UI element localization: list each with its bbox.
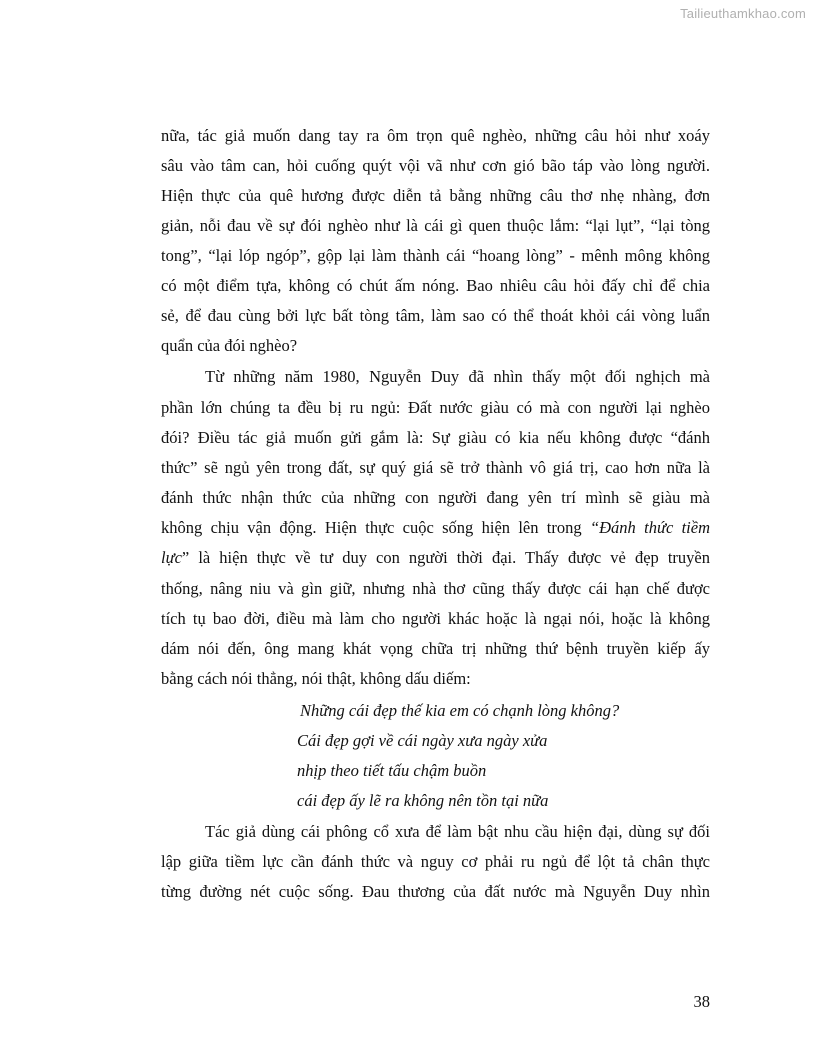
paragraph-line: quẩn của đói nghèo?: [161, 336, 298, 355]
paragraph-line: Tác giả dùng cái phông cổ xưa để làm bật nhu cầu hiện đại, dùng sự đối: [205, 822, 710, 841]
paragraph-line: [161, 513, 710, 543]
verse-line: nhịp theo tiết tấu chậm buồn: [297, 761, 487, 780]
paragraph-line: sâu vào tâm can, hỏi cuống quýt vội vã như cơn gió bão táp vào lòng người.: [161, 156, 710, 175]
paragraph-text: ” là hiện thực về tư duy con người thời đại. Thấy được vẻ đẹp truyền: [181, 548, 710, 567]
verse-line: Những cái đẹp thế kia em có chạnh lòng không?: [300, 701, 620, 720]
paragraph-line: thống, nâng niu và gìn giữ, nhưng nhà thơ cũng thấy được cái hạn chế được: [161, 579, 710, 598]
paragraph-line: tong”, “lại lóp ngóp”, gộp lại làm thành cái “hoang lòng” - mênh mông không: [161, 246, 710, 265]
poem-title-italic: lực: [161, 548, 182, 567]
paragraph-text: không chịu vận động. Hiện thực cuộc sống hiện lên trong: [161, 518, 590, 537]
paragraph-line: giản, nỗi đau về sự đói nghèo như là cái gì quen thuộc lắm: “lại lụt”, “lại tòng: [161, 216, 710, 235]
paragraph-line: đánh thức nhận thức của những con người đang yên trí mình sẽ giàu mà: [161, 488, 710, 507]
paragraph-line: lập giữa tiềm lực cần đánh thức và nguy cơ phải ru ngủ để lột tả chân thực: [161, 852, 710, 871]
poem-title-italic: “Đánh thức tiềm: [589, 518, 710, 537]
paragraph-line: bằng cách nói thẳng, nói thật, không dấu diếm:: [161, 669, 471, 688]
verse-line: cái đẹp ấy lẽ ra không nên tồn tại nữa: [297, 791, 549, 810]
paragraph-line: tích tụ bao đời, điều mà làm cho người khác hoặc là ngại nói, hoặc là không: [161, 609, 710, 628]
paragraph-line: Từ những năm 1980, Nguyễn Duy đã nhìn thấy một đối nghịch mà: [205, 367, 710, 386]
watermark: Tailieuthamkhao.com: [680, 6, 806, 21]
verse-line: Cái đẹp gợi về cái ngày xưa ngày xửa: [297, 731, 548, 750]
paragraph-line: [161, 543, 710, 573]
paragraph-line: dám nói đến, ông mang khát vọng chữa trị những thứ bệnh truyền kiếp ấy: [161, 639, 710, 658]
paragraph-line: nữa, tác giả muốn dang tay ra ôm trọn quê nghèo, những câu hỏi như xoáy: [161, 126, 710, 145]
paragraph-line: đói? Điều tác giả muốn gửi gắm là: Sự giàu có kia nếu không được “đánh: [161, 428, 710, 447]
paragraph-line: thức” sẽ ngủ yên trong đất, sự quý giá sẽ trở thành vô giá trị, cao hơn nữa là: [161, 458, 710, 477]
paragraph-line: từng đường nét cuộc sống. Đau thương của đất nước mà Nguyễn Duy nhìn: [161, 882, 710, 901]
page-number: 38: [693, 992, 710, 1011]
paragraph-line: có một điểm tựa, không có chút ấm nóng. Bao nhiêu câu hỏi đấy chỉ để chia: [161, 276, 710, 295]
paragraph-line: phần lớn chúng ta đều bị ru ngủ: Đất nước giàu có mà con người lại nghèo: [161, 398, 710, 417]
paragraph-line: sẻ, để đau cùng bởi lực bất tòng tâm, làm sao có thể thoát khỏi cái vòng luẩn: [161, 306, 710, 325]
paragraph-line: Hiện thực của quê hương được diễn tả bằng những câu thơ nhẹ nhàng, đơn: [161, 186, 710, 205]
